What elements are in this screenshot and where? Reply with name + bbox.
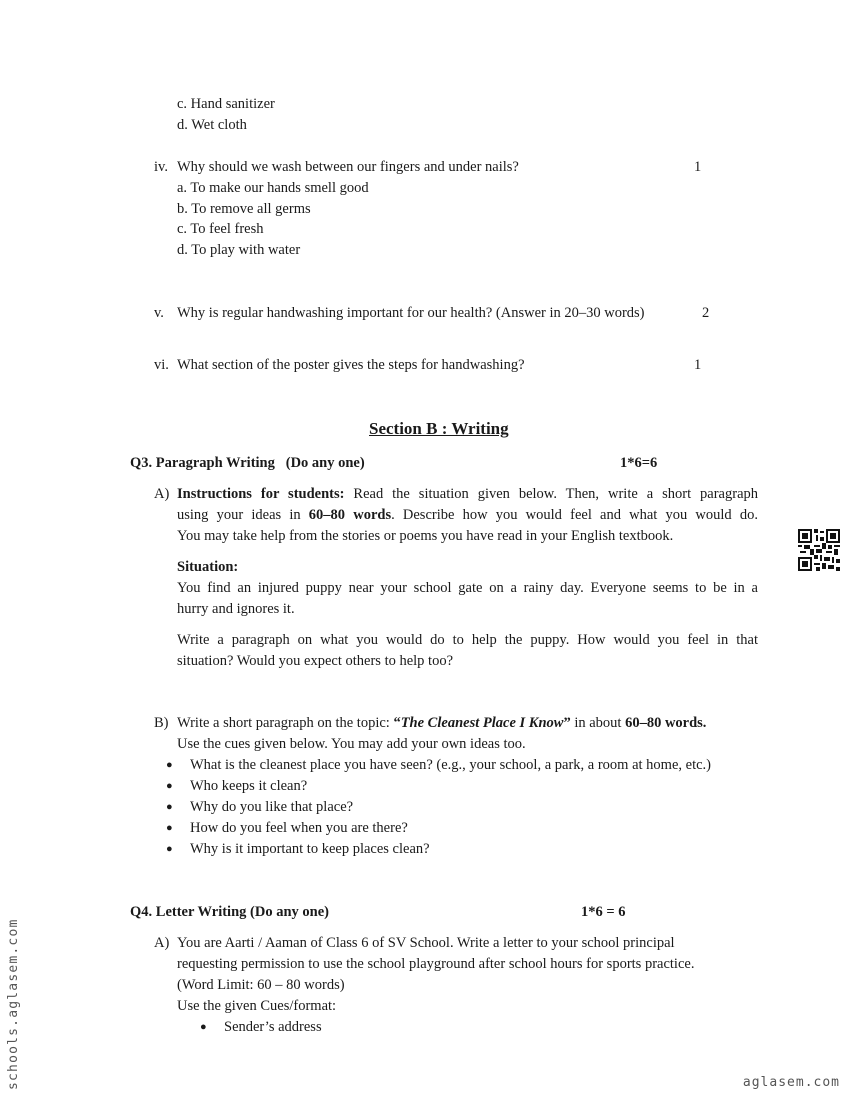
question-iv-marks: 1 (694, 159, 702, 175)
q3-a-label: A) (154, 486, 170, 502)
bullet-icon: ● (166, 780, 173, 792)
q3-b-cue-3: Why do you like that place? (190, 799, 354, 815)
q3-a-task-line1-text: Write a paragraph on what you would do to help the puppy. How would you feel in that (177, 632, 758, 648)
bullet-icon: ● (166, 759, 173, 771)
q4-a-line3: (Word Limit: 60 – 80 words) (177, 977, 345, 993)
question-iv-option-d: d. To play with water (177, 242, 301, 258)
q3-b-cue-2: Who keeps it clean? (190, 778, 308, 794)
question-iv-option-b: b. To remove all germs (177, 201, 311, 217)
question-v-text: Why is regular handwashing important for our health? (Answer in 20–30 words) (177, 305, 645, 321)
q3-b-line1-a: Write a short paragraph on the topic: (177, 715, 390, 731)
corner-watermark: aglasem.com (742, 1075, 840, 1090)
question-vi-marks: 1 (694, 357, 702, 373)
question-vi-text: What section of the poster gives the steps for handwashing? (177, 357, 525, 373)
q3-b-topic-open-quote: “ (393, 715, 401, 731)
question-v-number: v. (154, 305, 164, 321)
bullet-icon: ● (200, 1021, 207, 1033)
section-b-title: Section B : Writing (369, 419, 509, 438)
q4-a-line2: requesting permission to use the school playground after school hours for sports practice. (177, 956, 695, 972)
q3-b-word-limit: 60–80 words. (625, 715, 707, 731)
q3-a-instructions-label: Instructions for students: (177, 486, 345, 502)
q4-a-line4: Use the given Cues/format: (177, 998, 337, 1014)
question-iv-text: Why should we wash between our fingers and under nails? (177, 159, 519, 175)
q3-b-topic: The Cleanest Place I Know (400, 715, 564, 731)
question-iv-option-c: c. To feel fresh (177, 221, 264, 237)
q3-a-task-line2: situation? Would you expect others to help too? (177, 653, 454, 669)
qr-code-icon (798, 529, 840, 571)
q3-a-situation-line1 (177, 579, 758, 597)
q3-b-line1 (177, 714, 706, 732)
q3-a-instructions-line3: You may take help from the stories or poems you have read in your English textbook. (177, 528, 674, 544)
option-d: d. Wet cloth (177, 117, 247, 133)
q3-a-instructions-line2-a: using your ideas in (177, 507, 301, 523)
q3-marks: 1*6=6 (620, 455, 658, 471)
q3-a-task-line1 (177, 631, 758, 649)
q3-b-line1-b: in about (574, 715, 622, 731)
bullet-icon: ● (166, 843, 173, 855)
option-c: c. Hand sanitizer (177, 96, 275, 112)
bullet-icon: ● (166, 822, 173, 834)
q3-b-cue-5: Why is it important to keep places clean? (190, 841, 430, 857)
q3-b-line2: Use the cues given below. You may add your own ideas too. (177, 736, 526, 752)
q3-b-topic-close-quote: ” (563, 715, 571, 731)
q3-a-situation-line2: hurry and ignores it. (177, 601, 295, 617)
q3-a-word-limit: 60–80 words (308, 507, 392, 523)
q3-a-situation-line1-text: You find an injured puppy near your school gate on a rainy day. Everyone seems to be in a (177, 580, 758, 596)
q3-b-cue-4: How do you feel when you are there? (190, 820, 408, 836)
q3-a-instructions-text: Read the situation given below. Then, write a short paragraph (353, 486, 759, 502)
q3-a-instructions-line2 (177, 506, 758, 524)
q4-heading: Q4. Letter Writing (Do any one) (130, 904, 329, 920)
question-iv-number: iv. (154, 159, 168, 175)
q4-marks: 1*6 = 6 (581, 904, 626, 920)
q3-a-instructions-line2-b: . Describe how you would feel and what you would do. (391, 507, 758, 523)
side-watermark: schools.aglasem.com (6, 918, 21, 1090)
q3-b-label: B) (154, 715, 169, 731)
question-vi-number: vi. (154, 357, 169, 373)
q3-a-situation-heading: Situation: (177, 559, 239, 575)
q3-b-cue-1: What is the cleanest place you have seen? (e.g., your school, a park, a room at home, etc.) (190, 757, 711, 773)
bullet-icon: ● (166, 801, 173, 813)
q3-heading: Q3. Paragraph Writing (Do any one) (130, 455, 365, 471)
question-iv-option-a: a. To make our hands smell good (177, 180, 369, 196)
q4-a-label: A) (154, 935, 170, 951)
q3-a-instructions-line1 (177, 485, 758, 503)
q4-a-line1: You are Aarti / Aaman of Class 6 of SV School. Write a letter to your school principal (177, 935, 675, 951)
q4-a-cue-1: Sender’s address (224, 1019, 322, 1035)
question-v-marks: 2 (702, 305, 710, 321)
